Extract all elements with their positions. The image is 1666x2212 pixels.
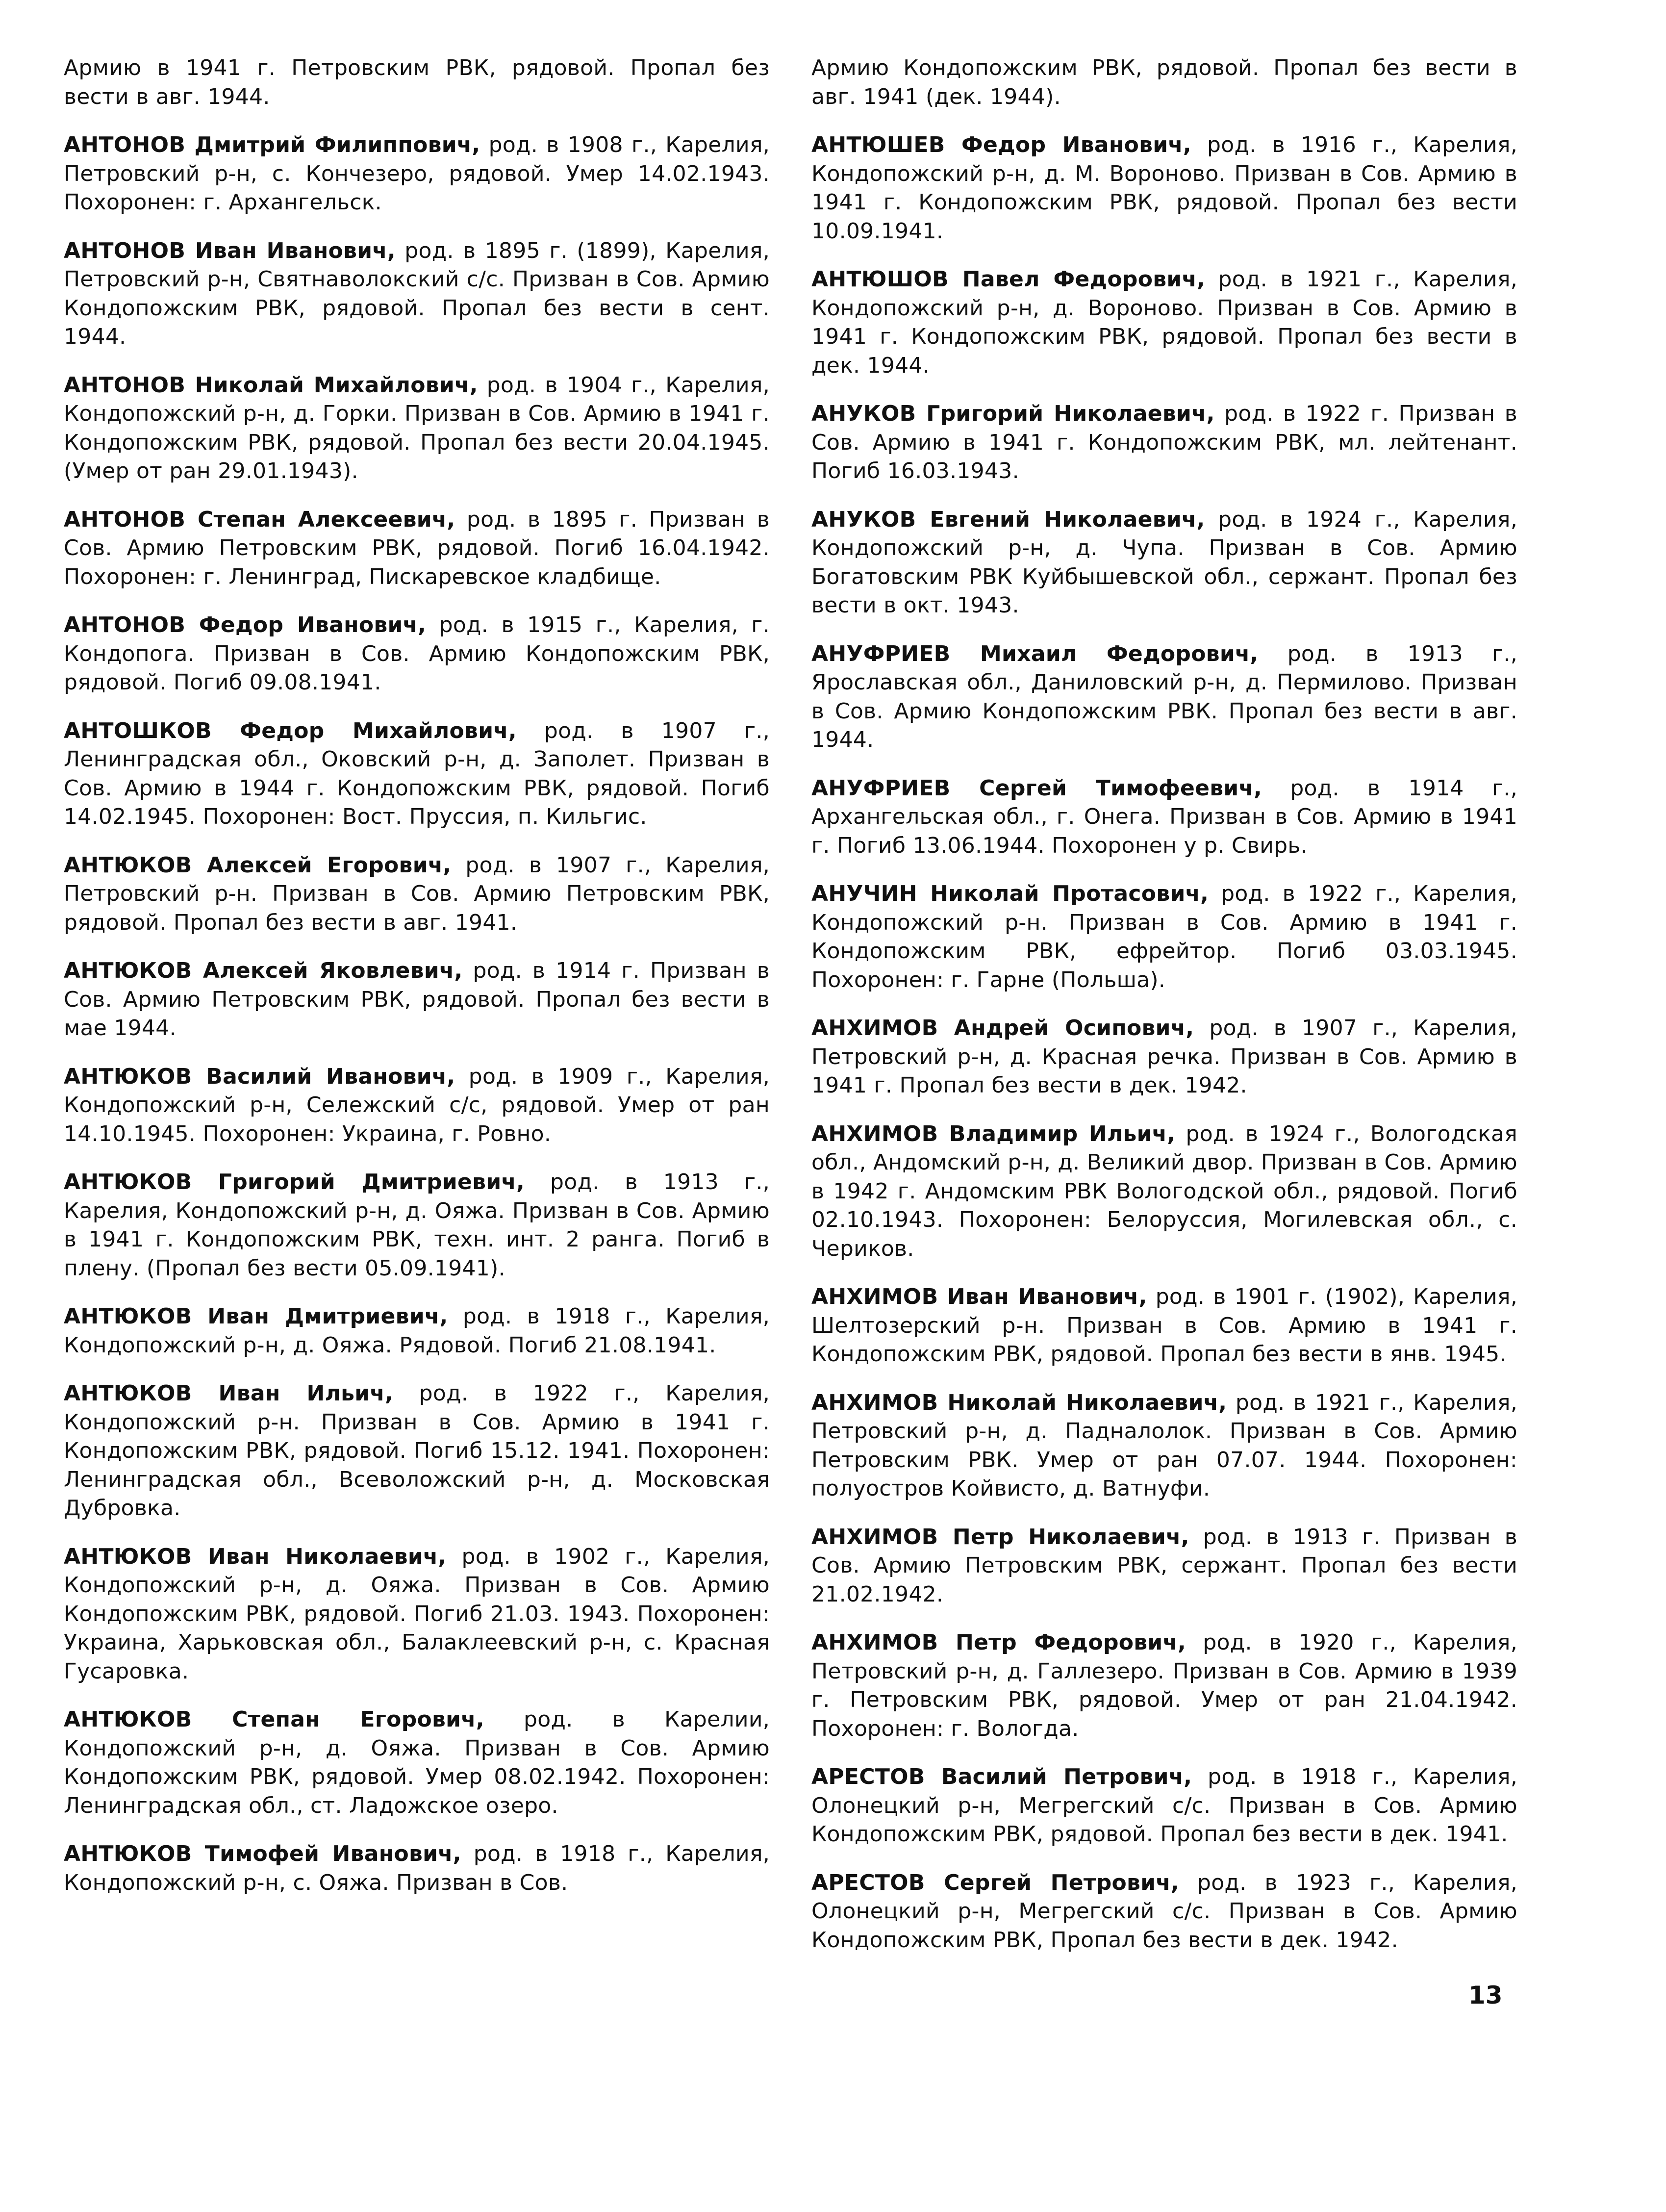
person-entry: [811, 131, 1517, 246]
entry-text: Армию Кондопожским РВК, рядовой. Пропал без вести в авг. 1941 (дек. 1944).: [811, 55, 1517, 109]
person-entry: [64, 1063, 770, 1149]
person-entry: [64, 237, 770, 352]
person-name: АНХИМОВ Иван Иванович,: [811, 1284, 1147, 1309]
person-entry: [811, 506, 1517, 620]
person-entry: [64, 1302, 770, 1360]
person-name: АНТОНОВ Николай Михайлович,: [64, 372, 478, 398]
person-name: АНТЮКОВ Тимофей Иванович,: [64, 1841, 461, 1866]
entry-text: род. в 1918 г., Карелия, Кондопожский р-н, д. Ояжа. Рядовой. Погиб 21.08.1941.: [64, 1304, 770, 1358]
person-entry: [64, 371, 770, 486]
entry-text: род. в 1908 г., Карелия, Петровский р-н, с. Кончезеро, рядовой. Умер 14.02.1943. Похоронен: г. Архангельск.: [64, 132, 770, 215]
entry-continuation: [811, 54, 1517, 111]
person-entry: [64, 1840, 770, 1897]
person-entry: [811, 1389, 1517, 1503]
entry-text: род. в 1913 г. Призван в Сов. Армию Петровским РВК, сержант. Пропал без вести 21.02.1942.: [811, 1524, 1517, 1607]
page-number: 13: [1468, 1981, 1503, 2009]
entry-text: род. в 1922 г. Призван в Сов. Армию в 1941 г. Кондопожским РВК, мл. лейтенант. Погиб 16.03.1943.: [811, 401, 1517, 483]
entry-text: род. в 1909 г., Карелия, Кондопожский р-н, Сележский с/с, рядовой. Умер от ран 14.10.1945. Похоронен: Украина, г. Ровно.: [64, 1064, 770, 1146]
person-name: АНТОНОВ Федор Иванович,: [64, 612, 427, 637]
person-name: АНТЮКОВ Иван Ильич,: [64, 1381, 393, 1406]
person-name: АНХИМОВ Петр Николаевич,: [811, 1524, 1189, 1550]
person-name: АНТОНОВ Дмитрий Филиппович,: [64, 132, 480, 157]
entry-text: род. в 1901 г. (1902), Карелия, Шелтозерский р-н. Призван в Сов. Армию в 1941 г. Кондопожским РВК, рядовой. Пропал без вести в янв. 1945.: [811, 1284, 1517, 1367]
person-name: АНТОШКОВ Федор Михайлович,: [64, 718, 517, 743]
person-entry: [811, 1120, 1517, 1264]
person-name: АНХИМОВ Петр Федорович,: [811, 1630, 1186, 1655]
person-name: АНТОНОВ Иван Иванович,: [64, 238, 396, 263]
person-name: АНХИМОВ Андрей Осипович,: [811, 1016, 1194, 1041]
person-name: АНТЮКОВ Григорий Дмитриевич,: [64, 1170, 525, 1195]
person-entry: [64, 1168, 770, 1283]
person-name: АНТЮШОВ Павел Федорович,: [811, 267, 1206, 292]
person-entry: [64, 1379, 770, 1523]
person-name: АНУФРИЕВ Михаил Федорович,: [811, 641, 1259, 666]
person-entry: [64, 1705, 770, 1820]
person-entry: [64, 611, 770, 697]
person-entry: [811, 774, 1517, 861]
person-name: АНТЮКОВ Иван Дмитриевич,: [64, 1304, 448, 1329]
entry-text: род. в 1902 г., Карелия, Кондопожский р-н, д. Ояжа. Призван в Сов. Армию Кондопожским РВК, рядовой. Погиб 21.03. 1943. Похоронен: Украина, Харьковская обл., Балаклеевский р-н, с. Красная Гусаровка.: [64, 1544, 770, 1684]
entry-text: род. в 1895 г. Призван в Сов. Армию Петровским РВК, рядовой. Погиб 16.04.1942. Похоронен: г. Ленинград, Пискаревское кладбище.: [64, 507, 770, 589]
entry-text: род. в 1895 г. (1899), Карелия, Петровский р-н, Святнаволокский с/с. Призван в Сов. Армию Кондопожским РВК, рядовой. Пропал без вести в сент. 1944.: [64, 238, 770, 349]
person-name: АНТЮКОВ Алексей Яковлевич,: [64, 958, 463, 983]
person-entry: [811, 1523, 1517, 1609]
entry-text: род. в 1921 г., Карелия, Петровский р-н, д. Падналолок. Призван в Сов. Армию Петровским РВК. Умер от ран 07.07. 1944. Похоронен: полуостров Койвисто, д. Ватнуфи.: [811, 1390, 1517, 1501]
entry-text: Армию в 1941 г. Петровским РВК, рядовой. Пропал без вести в авг. 1944.: [64, 55, 770, 109]
person-name: АНХИМОВ Владимир Ильич,: [811, 1121, 1176, 1146]
entry-text: род. в Карелии, Кондопожский р-н, д. Ояжа. Призван в Сов. Армию Кондопожским РВК, рядовой. Умер 08.02.1942. Похоронен: Ленинградская обл., ст. Ладожское озеро.: [64, 1707, 770, 1818]
person-entry: [64, 851, 770, 938]
person-name: АНТЮКОВ Иван Николаевич,: [64, 1544, 447, 1569]
entry-text: род. в 1913 г., Карелия, Кондопожский р-н, д. Ояжа. Призван в Сов. Армию в 1941 г. Кондопожским РВК, техн. инт. 2 ранга. Погиб в плену. (Пропал без вести 05.09.1941).: [64, 1170, 770, 1281]
person-entry: [811, 1869, 1517, 1955]
person-name: АРЕСТОВ Сергей Петрович,: [811, 1870, 1179, 1895]
entry-text: род. в 1922 г., Карелия, Кондопожский р-н. Призван в Сов. Армию в 1941 г. Кондопожским РВК, рядовой. Погиб 15.12. 1941. Похоронен: Ленинградская обл., Всеволожский р-н, д. Московская Дубровка.: [64, 1381, 770, 1521]
person-name: АНУКОВ Григорий Николаевич,: [811, 401, 1215, 426]
person-name: АНТЮКОВ Степан Егорович,: [64, 1707, 484, 1732]
entry-text: род. в 1924 г., Вологодская обл., Андомский р-н, д. Великий двор. Призван в Сов. Армию в 1942 г. Андомским РВК Вологодской обл., рядовой. Погиб 02.10.1943. Похоронен: Белоруссия, Могилевская обл., с. Чериков.: [811, 1121, 1518, 1261]
person-entry: [64, 131, 770, 217]
entry-text: род. в 1907 г., Карелия, Петровский р-н. Призван в Сов. Армию Петровским РВК, рядовой. Пропал без вести в авг. 1941.: [64, 852, 770, 935]
entry-text: род. в 1924 г., Карелия, Кондопожский р-н, д. Чупа. Призван в Сов. Армию Богатовским РВК Куйбышевской обл., сержант. Пропал без вести в окт. 1943.: [811, 507, 1517, 618]
person-entry: [811, 1628, 1517, 1743]
person-entry: [64, 717, 770, 832]
person-name: АНУЧИН Николай Протасович,: [811, 881, 1209, 906]
person-entry: [64, 506, 770, 592]
person-name: АНТЮКОВ Алексей Егорович,: [64, 852, 452, 878]
person-entry: [64, 957, 770, 1043]
person-name: АРЕСТОВ Василий Петрович,: [811, 1764, 1192, 1789]
person-entry: [811, 880, 1517, 994]
person-name: АНТОНОВ Степан Алексеевич,: [64, 507, 455, 532]
entry-text: род. в 1922 г., Карелия, Кондопожский р-н. Призван в Сов. Армию в 1941 г. Кондопожским РВК, ефрейтор. Погиб 03.03.1945. Похоронен: г. Гарне (Польша).: [811, 881, 1518, 992]
entry-text: род. в 1920 г., Карелия, Петровский р-н, д. Галлезеро. Призван в Сов. Армию в 1939 г. Петровским РВК, рядовой. Умер от ран 21.04.1942. Похоронен: г. Вологда.: [811, 1630, 1517, 1741]
person-name: АНУФРИЕВ Сергей Тимофеевич,: [811, 775, 1262, 801]
person-name: АНТЮКОВ Василий Иванович,: [64, 1064, 455, 1089]
entry-text: род. в 1914 г., Архангельская обл., г. Онега. Призван в Сов. Армию в 1941 г. Погиб 13.06.1944. Похоронен у р. Свирь.: [811, 775, 1517, 858]
entry-text: род. в 1915 г., Карелия, г. Кондопога. Призван в Сов. Армию Кондопожским РВК, рядовой. Погиб 09.08.1941.: [64, 612, 770, 695]
entry-text: род. в 1913 г., Ярославская обл., Даниловский р-н, д. Пермилово. Призван в Сов. Армию Кондопожским РВК. Пропал без вести в авг. 1944.: [811, 641, 1517, 752]
entry-text: род. в 1916 г., Карелия, Кондопожский р-н, д. М. Вороново. Призван в Сов. Армию в 1941 г. Кондопожским РВК, рядовой. Пропал без вести 10.09.1941.: [811, 132, 1517, 244]
person-entry: [811, 640, 1517, 755]
person-name: АНХИМОВ Николай Николаевич,: [811, 1390, 1227, 1415]
left-column: [64, 54, 770, 1917]
person-entry: [64, 1543, 770, 1686]
person-name: АНТЮШЕВ Федор Иванович,: [811, 132, 1191, 157]
entry-text: род. в 1907 г., Карелия, Петровский р-н, д. Красная речка. Призван в Сов. Армию в 1941 г. Пропал без вести в дек. 1942.: [811, 1016, 1517, 1098]
person-entry: [811, 400, 1517, 486]
entry-continuation: [64, 54, 770, 111]
person-entry: [811, 1014, 1517, 1100]
entry-text: род. в 1914 г. Призван в Сов. Армию Петровским РВК, рядовой. Пропал без вести в мае 1944.: [64, 958, 770, 1041]
entry-text: род. в 1918 г., Карелия, Олонецкий р-н, Мегрегский с/с. Призван в Сов. Армию Кондопожским РВК, рядовой. Пропал без вести в дек. 1941.: [811, 1764, 1517, 1847]
entry-text: род. в 1918 г., Карелия, Кондопожский р-н, с. Ояжа. Призван в Сов.: [64, 1841, 770, 1895]
person-entry: [811, 265, 1517, 380]
person-entry: [811, 1763, 1517, 1849]
person-name: АНУКОВ Евгений Николаевич,: [811, 507, 1205, 532]
person-entry: [811, 1283, 1517, 1369]
entry-text: род. в 1923 г., Карелия, Олонецкий р-н, Мегрегский с/с. Призван в Сов. Армию Кондопожским РВК, Пропал без вести в дек. 1942.: [811, 1870, 1518, 1953]
right-column: [811, 54, 1517, 1974]
entry-text: род. в 1921 г., Карелия, Кондопожский р-н, д. Вороново. Призван в Сов. Армию в 1941 г. Кондопожским РВК, рядовой. Пропал без вести в дек. 1944.: [811, 267, 1517, 378]
entry-text: род. в 1907 г., Ленинградская обл., Оковский р-н, д. Заполет. Призван в Сов. Армию в 1944 г. Кондопожским РВК, рядовой. Погиб 14.02.1945. Похоронен: Вост. Пруссия, п. Кильгис.: [64, 718, 770, 829]
entry-text: род. в 1904 г., Карелия, Кондопожский р-н, д. Горки. Призван в Сов. Армию в 1941 г. Кондопожским РВК, рядовой. Пропал без вести 20.04.1945. (Умер от ран 29.01.1943).: [64, 372, 770, 483]
